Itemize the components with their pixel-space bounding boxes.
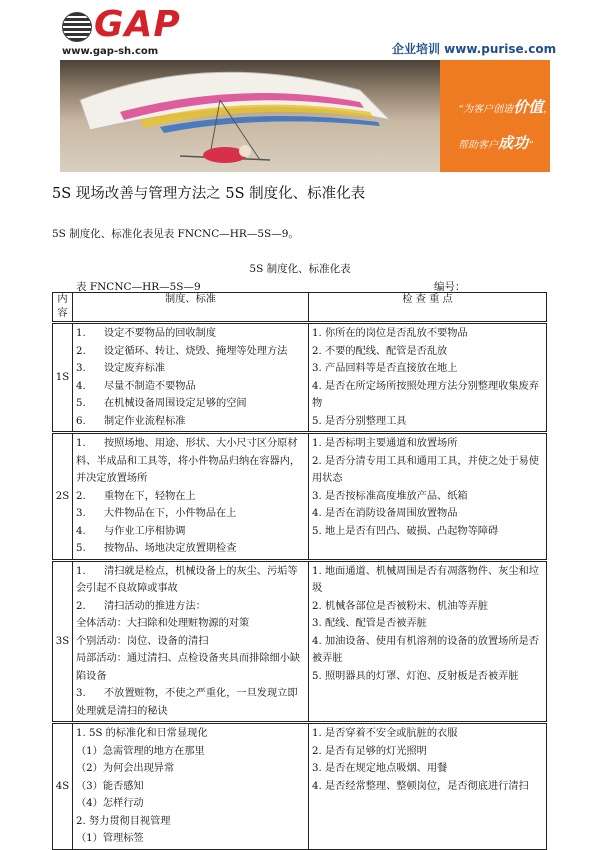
form-number: 编号： (434, 281, 466, 293)
row-category: 2S (53, 433, 73, 561)
standard-item-text: 不放置赃物，不使之严重化，一旦发现立即处理就是清扫的秘诀 (76, 688, 298, 717)
header-tagline: 企业培训 www.purise.com (392, 42, 557, 56)
standard-item (76, 615, 305, 633)
standard-item-number: 1. (76, 565, 86, 577)
standard-item-text: （1）急需管理的地方在那里 (76, 745, 205, 757)
document-title: 5S 现场改善与管理方法之 5S 制度化、标准化表 (52, 186, 366, 202)
standard-item (76, 778, 305, 796)
standard-item (76, 743, 305, 761)
standard-item-number: 3. (76, 688, 86, 699)
standard-item-number: 5. (76, 398, 86, 409)
standard-item (76, 395, 305, 413)
intro-paragraph: 5S 制度化、标准化表见表 FNCNC—HR—5S—9。 (52, 228, 299, 240)
standard-item-text: 设定循环、转让、烧毁、掩埋等处理方法 (104, 345, 288, 357)
standard-item (76, 685, 305, 720)
standard-item-text: 与作业工序相协调 (104, 525, 186, 537)
table-caption: 5S 制度化、标准化表 (249, 263, 351, 275)
table-row (53, 560, 547, 723)
standard-item-text: （3）能否感知 (76, 780, 144, 792)
standard-item-text: 局部活动：通过清扫、点检设备夹具而排除细小缺陷设备 (76, 653, 301, 682)
table-row (53, 433, 547, 561)
standard-item-text: 按物品、场地决定放置期检查 (104, 543, 237, 554)
checkpoint-item: 2. 机械各部位是否被粉末、机油等弄脏 (312, 600, 488, 612)
slogan-panel (440, 60, 554, 172)
checkpoint-item: 3. 配线、配管是否被弄脏 (312, 618, 427, 629)
standard-item-text: 设定废弃标准 (104, 363, 166, 374)
standard-item-text: 清扫活动的推进方法： (104, 600, 206, 612)
standard-item-text: 清扫就是检点，机械设备上的灰尘、污垢等会引起不良故障或事故 (76, 565, 298, 594)
checkpoint-item: 4. 是否在所定场所按照处理方法分别整理收集废弃物 (312, 380, 539, 409)
standard-item-text: 个别活动：岗位、设备的清扫 (76, 635, 209, 647)
hang-glider-banner (60, 60, 554, 172)
checkpoint-item: 1. 地面通道、机械周围是否有凋落物件、灰尘和垃圾 (312, 565, 539, 594)
standard-item-number: 2. (76, 600, 86, 612)
standard-item-text: 在机械设备周围设定足够的空间 (104, 398, 247, 409)
header-category: 内容 (53, 293, 73, 323)
logo-text: GAP (94, 4, 181, 45)
standard-item (76, 343, 305, 361)
logo-globe-icon (62, 12, 92, 42)
checkpoint-item: 1. 是否穿着不安全或肮脏的衣服 (312, 728, 458, 739)
standard-item-text: （2）为何会出现异常 (76, 763, 175, 774)
standard-item-text: 大件物品在下，小件物品在上 (104, 508, 237, 519)
standard-item-number: 1. (76, 438, 86, 449)
checkpoint-item: 1. 是否标明主要通道和放置场所 (312, 438, 458, 449)
slogan-line-1: “为客户创造价值， (458, 98, 554, 116)
standard-item-text: 尽量不制造不要物品 (104, 380, 196, 392)
standard-item (76, 813, 305, 831)
standard-item-text: 按照场地、用途、形状、大小尺寸区分原材料、半成品和工具等，将小件物品归纳在容器内，并决定放置场所 (76, 438, 301, 484)
standard-item (76, 505, 305, 523)
row-checkpoints (309, 560, 547, 723)
checkpoint-item: 5. 是否分别整理工具 (312, 415, 407, 427)
checkpoint-item: 4. 加油设备、使用有机溶剂的设备的放置场所是否被弄脏 (312, 635, 539, 664)
checkpoint-item: 2. 是否分清专用工具和通用工具，并使之处于易使用状态 (312, 455, 539, 484)
standard-item (76, 830, 305, 848)
standard-item-number: 1. (76, 328, 86, 339)
standard-item-number: 3. (76, 363, 86, 374)
hang-glider-image (60, 60, 440, 172)
standard-item (76, 435, 305, 488)
standard-item (76, 563, 305, 598)
row-checkpoints (309, 723, 547, 850)
checkpoint-item: 1. 你所在的岗位是否乱放不要物品 (312, 328, 468, 339)
company-logo (62, 4, 202, 64)
header-standards: 制度、标准 (73, 293, 309, 323)
table-row (53, 323, 547, 433)
standard-item-number: 4. (76, 380, 86, 392)
standard-item-text: 2. 努力贯彻目视管理 (76, 815, 171, 827)
standard-item-text: 制定作业流程标准 (104, 415, 186, 427)
row-standards (73, 560, 309, 723)
checkpoint-item: 3. 产品回料等是否直接放在地上 (312, 363, 458, 374)
row-checkpoints (309, 433, 547, 561)
standards-table (52, 292, 547, 850)
standard-item (76, 725, 305, 743)
standard-item (76, 523, 305, 541)
standard-item-text: 全体活动：大扫除和处理赃物源的对策 (76, 618, 250, 629)
standard-item-text: 1. 5S 的标准化和日常显现化 (76, 728, 208, 739)
row-standards (73, 723, 309, 850)
standard-item-number: 2. (76, 345, 86, 357)
standard-item (76, 633, 305, 651)
row-category: 3S (53, 560, 73, 723)
standard-item (76, 650, 305, 685)
standard-item-text: （4）怎样行动 (76, 798, 144, 809)
standard-item (76, 488, 305, 506)
standard-item-number: 4. (76, 525, 86, 537)
checkpoint-item: 3. 是否在规定地点吸烟、用餐 (312, 763, 448, 774)
standard-item (76, 540, 305, 558)
checkpoint-item: 3. 是否按标准高度堆放产品、纸箱 (312, 490, 468, 502)
standard-item (76, 413, 305, 431)
standard-item-number: 6. (76, 415, 86, 427)
standard-item-number: 5. (76, 543, 86, 554)
standard-item (76, 325, 305, 343)
checkpoint-item: 5. 地上是否有凹凸、破损、凸起物等障碍 (312, 525, 499, 537)
table-header-row (53, 293, 547, 323)
checkpoint-item: 4. 是否在消防设备周围放置物品 (312, 508, 458, 519)
row-category: 1S (53, 323, 73, 433)
slogan-line-2: 帮助客户成功” (458, 134, 534, 152)
checkpoint-item: 4. 是否经常整理、整顿岗位，是否彻底进行清扫 (312, 780, 529, 792)
row-standards (73, 433, 309, 561)
form-code: 表 FNCNC—HR—5S—9 (76, 281, 201, 293)
standard-item-text: 重物在下，轻物在上 (104, 490, 196, 502)
row-checkpoints (309, 323, 547, 433)
standard-item (76, 378, 305, 396)
standard-item-text: （1）管理标签 (76, 833, 144, 844)
checkpoint-item: 2. 不要的配线、配管是否乱放 (312, 345, 448, 357)
standard-item (76, 360, 305, 378)
checkpoint-item: 2. 是否有足够的灯光照明 (312, 745, 427, 757)
standard-item-number: 3. (76, 508, 86, 519)
standard-item-text: 设定不要物品的回收制度 (104, 328, 217, 339)
page-header (0, 0, 600, 175)
row-standards (73, 323, 309, 433)
standard-item-number: 2. (76, 490, 86, 502)
row-category: 4S (53, 723, 73, 850)
header-checkpoints: 检 查 重 点 (309, 293, 547, 323)
table-row (53, 723, 547, 850)
checkpoint-item: 5. 照明器具的灯罩、灯泡、反射板是否被弄脏 (312, 670, 519, 682)
standard-item (76, 760, 305, 778)
standard-item (76, 795, 305, 813)
logo-url: www.gap-sh.com (62, 46, 159, 57)
standard-item (76, 598, 305, 616)
